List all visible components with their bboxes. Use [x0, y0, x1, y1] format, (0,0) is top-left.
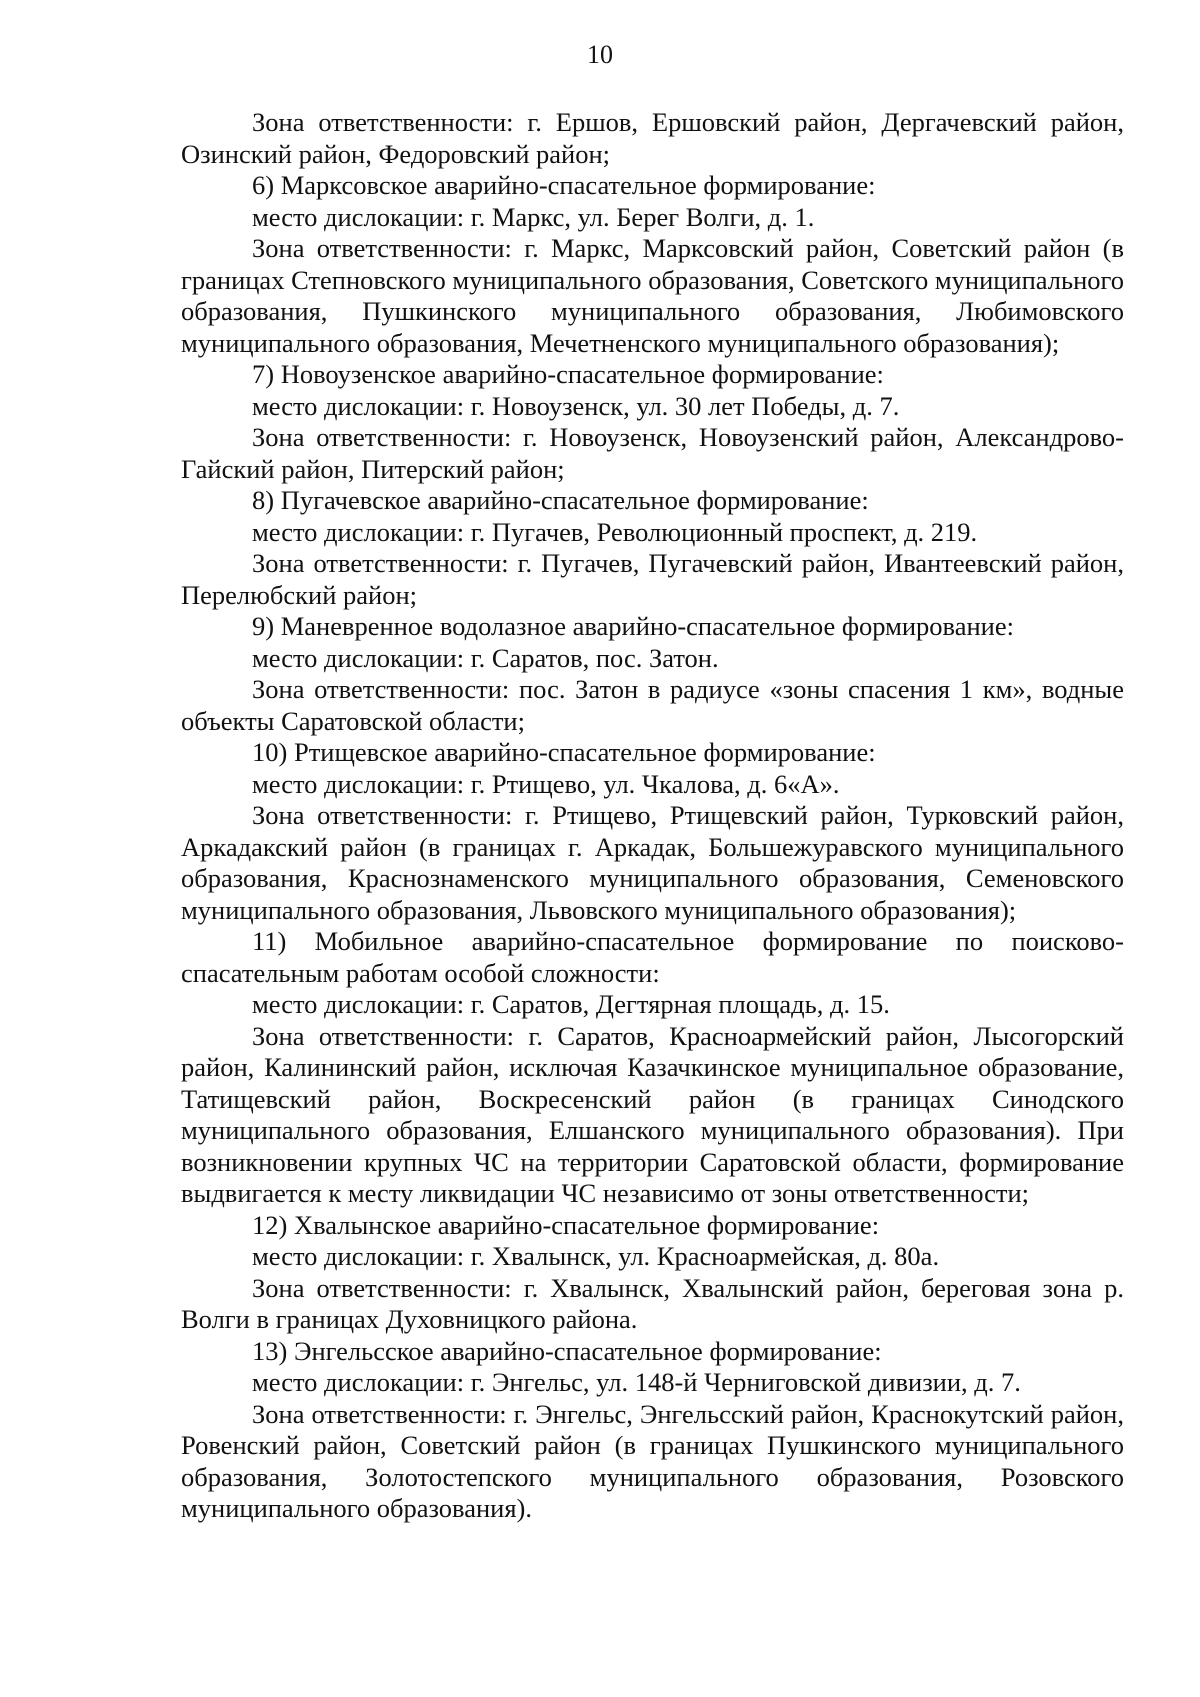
- paragraph-item-7-zone: Зона ответственности: г. Новоузенск, Новоузенский район, Александрово-Гайский район, Питерский район;: [181, 422, 1124, 484]
- paragraph-item-11-zone: Зона ответственности: г. Саратов, Красноармейский район, Лысогорский район, Калининский район, исключая Казачкинское муниципальное образование, Татищевский район, Воскресенский район (в границах Синодского муниципального образования, Елшанского муниципального образования). При возникновении крупных ЧС на территории Саратовской области, формирование выдвигается к месту ликвидации ЧС независимо от зоны ответственности;: [181, 1020, 1124, 1208]
- paragraph-zone-ershov: Зона ответственности: г. Ершов, Ершовский район, Дергачевский район, Озинский район, Федоровский район;: [181, 107, 1124, 169]
- paragraph-item-9-heading: 9) Маневренное водолазное аварийно-спасательное формирование:: [252, 611, 1014, 641]
- page-number: 10: [587, 40, 613, 69]
- paragraph-item-10-zone: Зона ответственности: г. Ртищево, Ртищевский район, Турковский район, Аркадакский район (в границах г. Аркадак, Большежуравского муниципального образования, Краснознаменского муниципального образования, Семеновского муниципального образования, Львовского муниципального образования);: [181, 800, 1124, 925]
- paragraph-item-6-zone: Зона ответственности: г. Маркс, Марксовский район, Советский район (в границах Степновского муниципального образования, Советского муниципального образования, Пушкинского муниципального образования, Любимовского муниципального образования, Мечетненского муниципального образования);: [181, 233, 1124, 358]
- paragraph-item-8-location: место дислокации: г. Пугачев, Революционный проспект, д. 219.: [252, 516, 978, 547]
- paragraph-item-11-heading: 11) Мобильное аварийно-спасательное формирование по поисково-спасательным работам особой сложности:: [181, 926, 1124, 988]
- paragraph-item-9-zone: Зона ответственности: пос. Затон в радиусе «зоны спасения 1 км», водные объекты Саратовской области;: [181, 674, 1124, 736]
- paragraph-item-13-heading: 13) Энгельсское аварийно-спасательное формирование:: [252, 1335, 882, 1366]
- paragraph-item-13-zone: Зона ответственности: г. Энгельс, Энгельсский район, Краснокутский район, Ровенский район, Советский район (в границах Пушкинского муниципального образования, Золотостепского муниципального образования, Розовского муниципального образования).: [181, 1398, 1124, 1523]
- paragraph-item-12-heading: 12) Хвалынское аварийно-спасательное формирование:: [252, 1209, 880, 1240]
- paragraph-item-6-heading: 6) Марксовское аварийно-спасательное формирование:: [252, 170, 876, 200]
- paragraph-item-13-location: место дислокации: г. Энгельс, ул. 148-й Черниговской дивизии, д. 7.: [252, 1367, 1021, 1397]
- paragraph-item-7-location: место дислокации: г. Новоузенск, ул. 30 лет Победы, д. 7.: [252, 390, 900, 421]
- paragraph-item-6-location: место дислокации: г. Маркс, ул. Берег Волги, д. 1.: [252, 201, 815, 232]
- paragraph-item-7-heading: 7) Новоузенское аварийно-спасательное формирование:: [252, 359, 884, 389]
- document-body: [181, 107, 1124, 1525]
- paragraph-item-8-heading: 8) Пугачевское аварийно-спасательное формирование:: [252, 485, 869, 515]
- paragraph-item-9-location: место дислокации: г. Саратов, пос. Затон.: [252, 642, 719, 673]
- paragraph-item-10-heading: 10) Ртищевское аварийно-спасательное формирование:: [252, 737, 876, 767]
- paragraph-item-12-location: место дислокации: г. Хвалынск, ул. Красноармейская, д. 80а.: [252, 1241, 940, 1271]
- paragraph-item-10-location: место дислокации: г. Ртищево, ул. Чкалова, д. 6«А».: [252, 768, 840, 799]
- paragraph-item-12-zone: Зона ответственности: г. Хвалынск, Хвалынский район, береговая зона р. Волги в границах Духовницкого района.: [181, 1272, 1124, 1334]
- paragraph-item-8-zone: Зона ответственности: г. Пугачев, Пугачевский район, Ивантеевский район, Перелюбский район;: [181, 548, 1124, 610]
- paragraph-item-11-location: место дислокации: г. Саратов, Дегтярная площадь, д. 15.: [252, 989, 890, 1019]
